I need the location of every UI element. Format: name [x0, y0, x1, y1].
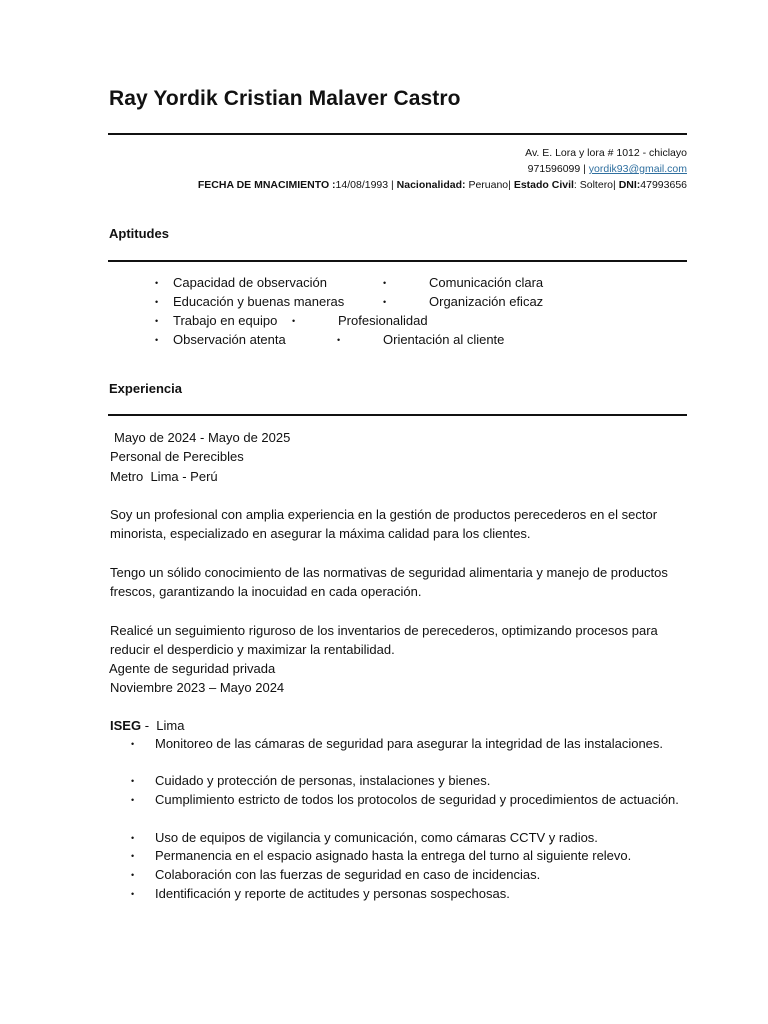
birth-value: 14/08/1993: [335, 179, 389, 191]
duty-item: Cumplimiento estricto de todos los protocolos de seguridad y procedimientos de actuación.: [155, 792, 679, 807]
bullet-icon: •: [155, 316, 159, 326]
skill-item: Observación atenta: [173, 332, 286, 347]
job1-company: Metro Lima - Perú: [110, 469, 218, 484]
bullet-icon: •: [383, 278, 387, 288]
dni-label: DNI:: [618, 179, 641, 191]
contact-phone: 971596099: [527, 163, 581, 175]
separator: |: [508, 179, 514, 191]
bullet-icon: •: [131, 795, 135, 805]
separator: |: [580, 163, 589, 175]
duty-item: Cuidado y protección de personas, instalaciones y bienes.: [155, 773, 491, 788]
bullet-icon: •: [383, 297, 387, 307]
nationality-value: Peruano: [465, 179, 509, 191]
contact-address: Av. E. Lora y lora # 1012 - chiclayo: [525, 147, 687, 159]
job1-role: Personal de Perecibles: [110, 449, 244, 464]
duty-item: Uso de equipos de vigilancia y comunicación, como cámaras CCTV y radios.: [155, 830, 598, 845]
section-title-experiencia: Experiencia: [109, 381, 182, 396]
section-title-aptitudes: Aptitudes: [109, 226, 169, 241]
bullet-icon: •: [131, 870, 135, 880]
candidate-name: Ray Yordik Cristian Malaver Castro: [109, 87, 461, 110]
skill-item: Orientación al cliente: [383, 332, 505, 347]
job2-role: Agente de seguridad privada: [109, 661, 276, 676]
bullet-icon: •: [155, 278, 159, 288]
skill-item: Educación y buenas maneras: [173, 294, 345, 309]
skill-item: Organización eficaz: [429, 294, 544, 309]
bullet-icon: •: [292, 316, 296, 326]
job1-paragraph: Tengo un sólido conocimiento de las normativas de seguridad alimentaria y manejo de productos frescos, garantizando la inocuidad en cada operación.: [110, 565, 668, 599]
bullet-icon: •: [155, 335, 159, 345]
aptitudes-divider: [108, 260, 687, 262]
skill-item: Trabajo en equipo: [173, 313, 278, 328]
separator: |: [388, 179, 397, 191]
nationality-label: Nacionalidad:: [396, 179, 466, 191]
job2-period: Noviembre 2023 – Mayo 2024: [110, 680, 285, 695]
email-link[interactable]: yordik93@gmail.com: [588, 163, 687, 175]
experiencia-divider: [108, 414, 687, 416]
job1-period: Mayo de 2024 - Mayo de 2025: [114, 430, 291, 445]
dni-value: 47993656: [640, 179, 687, 191]
contact-phone-email: [528, 162, 687, 177]
duty-item: Monitoreo de las cámaras de seguridad para asegurar la integridad de las instalaciones.: [155, 736, 664, 751]
job2-company-line: [110, 716, 184, 735]
civil-status-value: : Soltero: [573, 179, 614, 191]
bullet-icon: •: [131, 776, 135, 786]
birth-label: FECHA DE MNACIMIENTO :: [197, 179, 336, 191]
header-divider: [108, 133, 687, 135]
duty-item: Identificación y reporte de actitudes y personas sospechosas.: [155, 886, 510, 901]
bullet-icon: •: [337, 335, 341, 345]
bullet-icon: •: [131, 889, 135, 899]
job2-location: - Lima: [141, 718, 185, 733]
skill-item: Capacidad de observación: [173, 275, 327, 290]
duty-item: Permanencia en el espacio asignado hasta la entrega del turno al siguiente relevo.: [155, 848, 632, 863]
separator: |: [613, 179, 619, 191]
personal-info-line: [198, 178, 687, 193]
bullet-icon: •: [155, 297, 159, 307]
bullet-icon: •: [131, 851, 135, 861]
bullet-icon: •: [131, 833, 135, 843]
bullet-icon: •: [131, 739, 135, 749]
civil-status-label: Estado Civil: [513, 179, 574, 191]
job1-paragraph: Realicé un seguimiento riguroso de los inventarios de perecederos, optimizando procesos para reducir el desperdicio y maximizar la rentabilidad.: [110, 623, 658, 657]
job1-paragraph: Soy un profesional con amplia experiencia en la gestión de productos perecederos en el sector minorista, especializado en asegurar la máxima calidad para los clientes.: [110, 507, 658, 541]
skill-item: Comunicación clara: [429, 275, 544, 290]
skill-item: Profesionalidad: [338, 313, 428, 328]
job2-company: ISEG: [110, 718, 142, 733]
duty-item: Colaboración con las fuerzas de seguridad en caso de incidencias.: [155, 867, 541, 882]
